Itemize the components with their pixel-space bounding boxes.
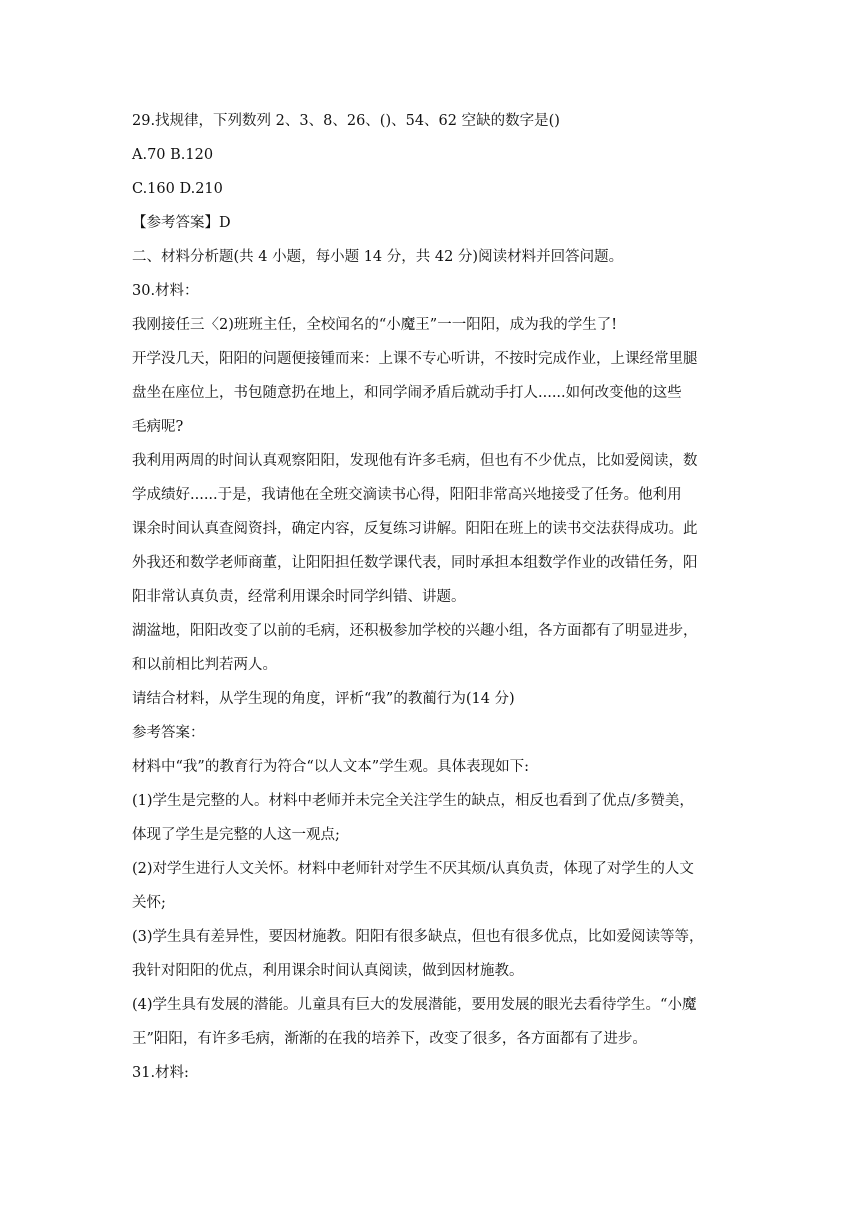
document-page xyxy=(132,110,732,1084)
material-paragraph-2-line-1: 开学没几天，阳阳的问题便接锺而来：上课不专心听讲，不按时完成作业，上课经常里腿 xyxy=(132,351,698,367)
question-29: 29.找规律，下列数列 2、3、8、26、()、54、62 空缺的数字是() xyxy=(132,113,560,129)
material-paragraph-1: 我刚接任三〈2)班班主任，全校闻名的“小魔王”一一阳阳，成为我的学生了! xyxy=(132,317,618,333)
answer-point-4-line-1: (4)学生具有发展的潜能。儿童具有巨大的发展潜能，要用发展的眼光去看待学生。“小魔 xyxy=(132,997,697,1013)
answer-intro: 材料中“我”的教育行为符合“以人文本”学生观。具体表现如下: xyxy=(132,759,530,775)
question-31-label: 31.材料: xyxy=(132,1065,189,1081)
material-paragraph-4-line-2: 和以前相比判若两人。 xyxy=(132,657,277,673)
option-line-cd: C.160 D.210 xyxy=(132,181,223,197)
answer-point-2-line-1: (2)对学生进行人文关怀。材料中老师针对学生不厌其烦/认真负责，体现了对学生的人文 xyxy=(132,861,694,877)
material-paragraph-4-line-1: 湖湓地，阳阳改变了以前的毛病，还积极参加学校的兴趣小组，各方面都有了明显进步， xyxy=(132,623,698,639)
question-30-prompt: 请结合材料，从学生现的角度，评析“我”的教蔺行为(14 分) xyxy=(132,691,515,707)
reference-answer-label: 参考答案： xyxy=(132,725,205,741)
material-paragraph-3-line-2: 学成绩好......于是，我请他在全班交滴读书心得，阳阳非常高兴地接受了任务。他利用 xyxy=(132,487,682,503)
answer-point-1-line-1: (1)学生是完整的人。材料中老师并未完全关注学生的缺点，相反也看到了优点/多赞美， xyxy=(132,793,694,809)
material-paragraph-2-line-2: 盘坐在座位上，书包随意扔在地上，和同学闹矛盾后就动手打人......如何改变他的这些 xyxy=(132,385,682,401)
material-paragraph-3-line-3: 课余时间认真查阅资抖，确定内容，反复练习讲解。阳阳在班上的读书交法获得成功。此 xyxy=(132,521,698,537)
answer-point-2-line-2: 关怀; xyxy=(132,895,166,911)
question-30-label: 30.材料： xyxy=(132,283,199,299)
material-paragraph-3-line-4: 外我还和数学老师商董，让阳阳担任数学课代表，同时承担本组数学作业的改错任务，阳 xyxy=(132,555,698,571)
answer-29: 【参考答案】D xyxy=(132,215,231,231)
option-line-ab: A.70 B.120 xyxy=(132,147,214,163)
material-paragraph-3-line-5: 阳非常认真负责，经常利用课余时同学纠错、讲题。 xyxy=(132,589,466,605)
material-paragraph-2-line-3: 毛病呢? xyxy=(132,419,184,435)
answer-point-4-line-2: 王”阳阳，有许多毛病，渐渐的在我的培养下，改变了很多，各方面都有了进步。 xyxy=(132,1031,647,1047)
section-heading: 二、材料分析题(共 4 小题，每小题 14 分，共 42 分)阅读材料并回答问题。 xyxy=(132,249,624,265)
material-paragraph-3-line-1: 我利用两周的时间认真观察阳阳，发现他有许多毛病，但也有不少优点，比如爱阅读，数 xyxy=(132,453,698,469)
answer-point-3-line-2: 我针对阳阳的优点，利用课余时间认真阅读，做到因材施教。 xyxy=(132,963,524,979)
answer-point-3-line-1: (3)学生具有差异性，要因材施教。阳阳有很多缺点，但也有很多优点，比如爱阅读等等， xyxy=(132,929,704,945)
answer-point-1-line-2: 体现了学生是完整的人这一观点; xyxy=(132,827,340,843)
